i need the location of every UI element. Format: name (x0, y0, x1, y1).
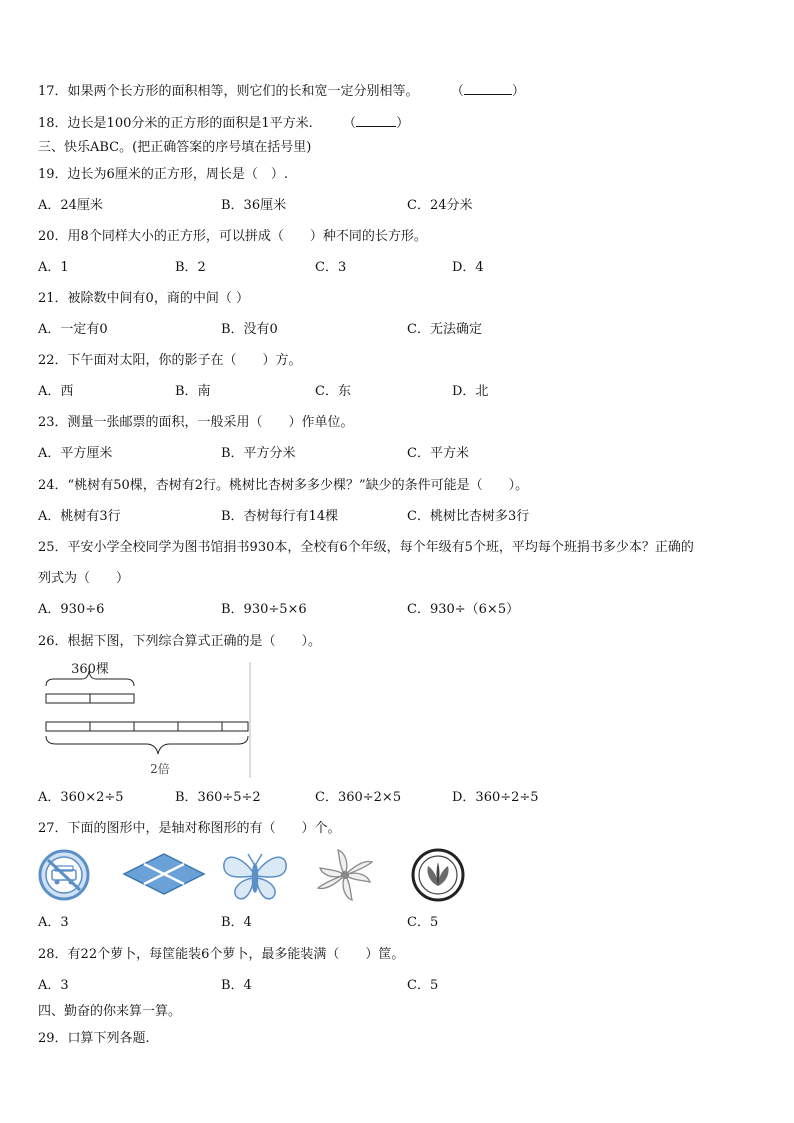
question-24-text: 24．“桃树有50棵，杏树有2行。桃树比杏树多多少棵？”缺少的条件可能是（ ）。 (38, 478, 529, 493)
bottom-brace-label: 2倍 (150, 762, 170, 776)
option-d[interactable]: D．北 (452, 384, 489, 399)
symmetry-shapes-row (38, 848, 478, 904)
leaf-circle-badge-icon (413, 850, 463, 900)
option-a[interactable]: A．一定有0 (38, 322, 108, 337)
answer-bracket-open: （ (343, 116, 357, 131)
question-22-options (38, 383, 758, 401)
section-4-heading: 四、勤奋的你来算一算。 (38, 1004, 182, 1019)
question-19-options (38, 197, 758, 215)
pinwheel-flower-icon (318, 850, 372, 900)
answer-bracket-open: （ (450, 84, 464, 99)
no-vehicle-sign-icon (40, 851, 88, 899)
option-c[interactable]: C．360÷2×5 (315, 790, 402, 805)
option-a[interactable]: A．930÷6 (38, 602, 105, 617)
option-c[interactable]: C．无法确定 (407, 322, 482, 337)
option-c[interactable]: C．24分米 (407, 198, 473, 213)
question-26-options (38, 789, 758, 807)
answer-bracket-close: ） (396, 116, 410, 131)
option-a[interactable]: A．西 (38, 384, 74, 399)
bottom-bar (46, 722, 248, 731)
top-brace-label: 360棵 (71, 662, 109, 677)
section-3-heading: 三、快乐ABC。(把正确答案的序号填在括号里) (38, 140, 312, 155)
option-a[interactable]: A．360×2÷5 (38, 790, 124, 805)
question-17 (38, 82, 525, 101)
question-25-options (38, 601, 758, 619)
option-c[interactable]: C．5 (407, 915, 439, 930)
symmetry-shapes-svg (38, 848, 478, 904)
answer-bracket-close: ） (511, 84, 525, 99)
option-a[interactable]: A．桃树有3行 (38, 509, 121, 524)
answer-blank-17[interactable] (464, 82, 512, 95)
option-b[interactable]: B．4 (221, 915, 252, 930)
option-b[interactable]: B．360÷5÷2 (175, 790, 261, 805)
question-28-options (38, 977, 758, 995)
question-20-text: 20．用8个同样大小的正方形，可以拼成（ ）种不同的长方形。 (38, 229, 427, 244)
option-a[interactable]: A．3 (38, 978, 69, 993)
question-18-text: 18．边长是100分米的正方形的面积是1平方米. (38, 116, 313, 131)
question-17-text: 17．如果两个长方形的面积相等，则它们的长和宽一定分别相等。 (38, 84, 419, 99)
option-b[interactable]: B．2 (175, 260, 206, 275)
question-20-options (38, 259, 758, 277)
option-c[interactable]: C．东 (315, 384, 351, 399)
question-27-options (38, 914, 758, 932)
option-b[interactable]: B．930÷5×6 (221, 602, 307, 617)
question-19-text: 19．边长为6厘米的正方形，周长是（ ）. (38, 167, 288, 182)
option-a[interactable]: A．24厘米 (38, 198, 103, 213)
option-b[interactable]: B．4 (221, 978, 252, 993)
question-23-options (38, 445, 758, 463)
question-26-text: 26．根据下图，下列综合算式正确的是（ ）。 (38, 634, 322, 649)
option-d[interactable]: D．4 (452, 260, 484, 275)
bar-model-svg (38, 658, 258, 782)
option-b[interactable]: B．36厘米 (221, 198, 287, 213)
option-b[interactable]: B．南 (175, 384, 211, 399)
option-b[interactable]: B．平方分米 (221, 446, 296, 461)
question-21-text: 21．被除数中间有0，商的中间（ ） (38, 291, 249, 306)
question-24-options (38, 508, 758, 526)
bottom-brace (46, 736, 248, 754)
option-a[interactable]: A．1 (38, 260, 69, 275)
option-c[interactable]: C．930÷（6×5） (407, 602, 520, 617)
option-a[interactable]: A．平方厘米 (38, 446, 113, 461)
question-28-text: 28．有22个萝卜，每筐能装6个萝卜，最多能装满（ ）筐。 (38, 947, 405, 962)
option-c[interactable]: C．平方米 (407, 446, 469, 461)
option-d[interactable]: D．360÷2÷5 (452, 790, 539, 805)
option-b[interactable]: B．杏树每行有14棵 (221, 509, 339, 524)
question-21-options (38, 321, 758, 339)
option-c[interactable]: C．桃树比杏树多3行 (407, 509, 530, 524)
question-23-text: 23．测量一张邮票的面积，一般采用（ ）作单位。 (38, 415, 354, 430)
question-25-text-line2: 列式为（ ） (38, 571, 130, 586)
butterfly-icon (224, 854, 286, 899)
question-22-text: 22．下午面对太阳，你的影子在（ ）方。 (38, 353, 302, 368)
option-a[interactable]: A．3 (38, 915, 69, 930)
question-18 (38, 114, 409, 133)
question-27-text: 27．下面的图形中，是轴对称图形的有（ ）个。 (38, 821, 341, 836)
answer-blank-18[interactable] (356, 114, 396, 127)
question-29-text: 29．口算下列各题. (38, 1031, 150, 1046)
option-c[interactable]: C．3 (315, 260, 347, 275)
question-25-text-line1: 25．平安小学全校同学为图书馆捐书930本，全校有6个年级，每个年级有5个班，平均每个班捐书多少本？正确的 (38, 540, 694, 555)
option-c[interactable]: C．5 (407, 978, 439, 993)
diamond-rhombus-icon (124, 854, 204, 894)
bar-model-diagram (38, 658, 258, 782)
option-b[interactable]: B．没有0 (221, 322, 278, 337)
